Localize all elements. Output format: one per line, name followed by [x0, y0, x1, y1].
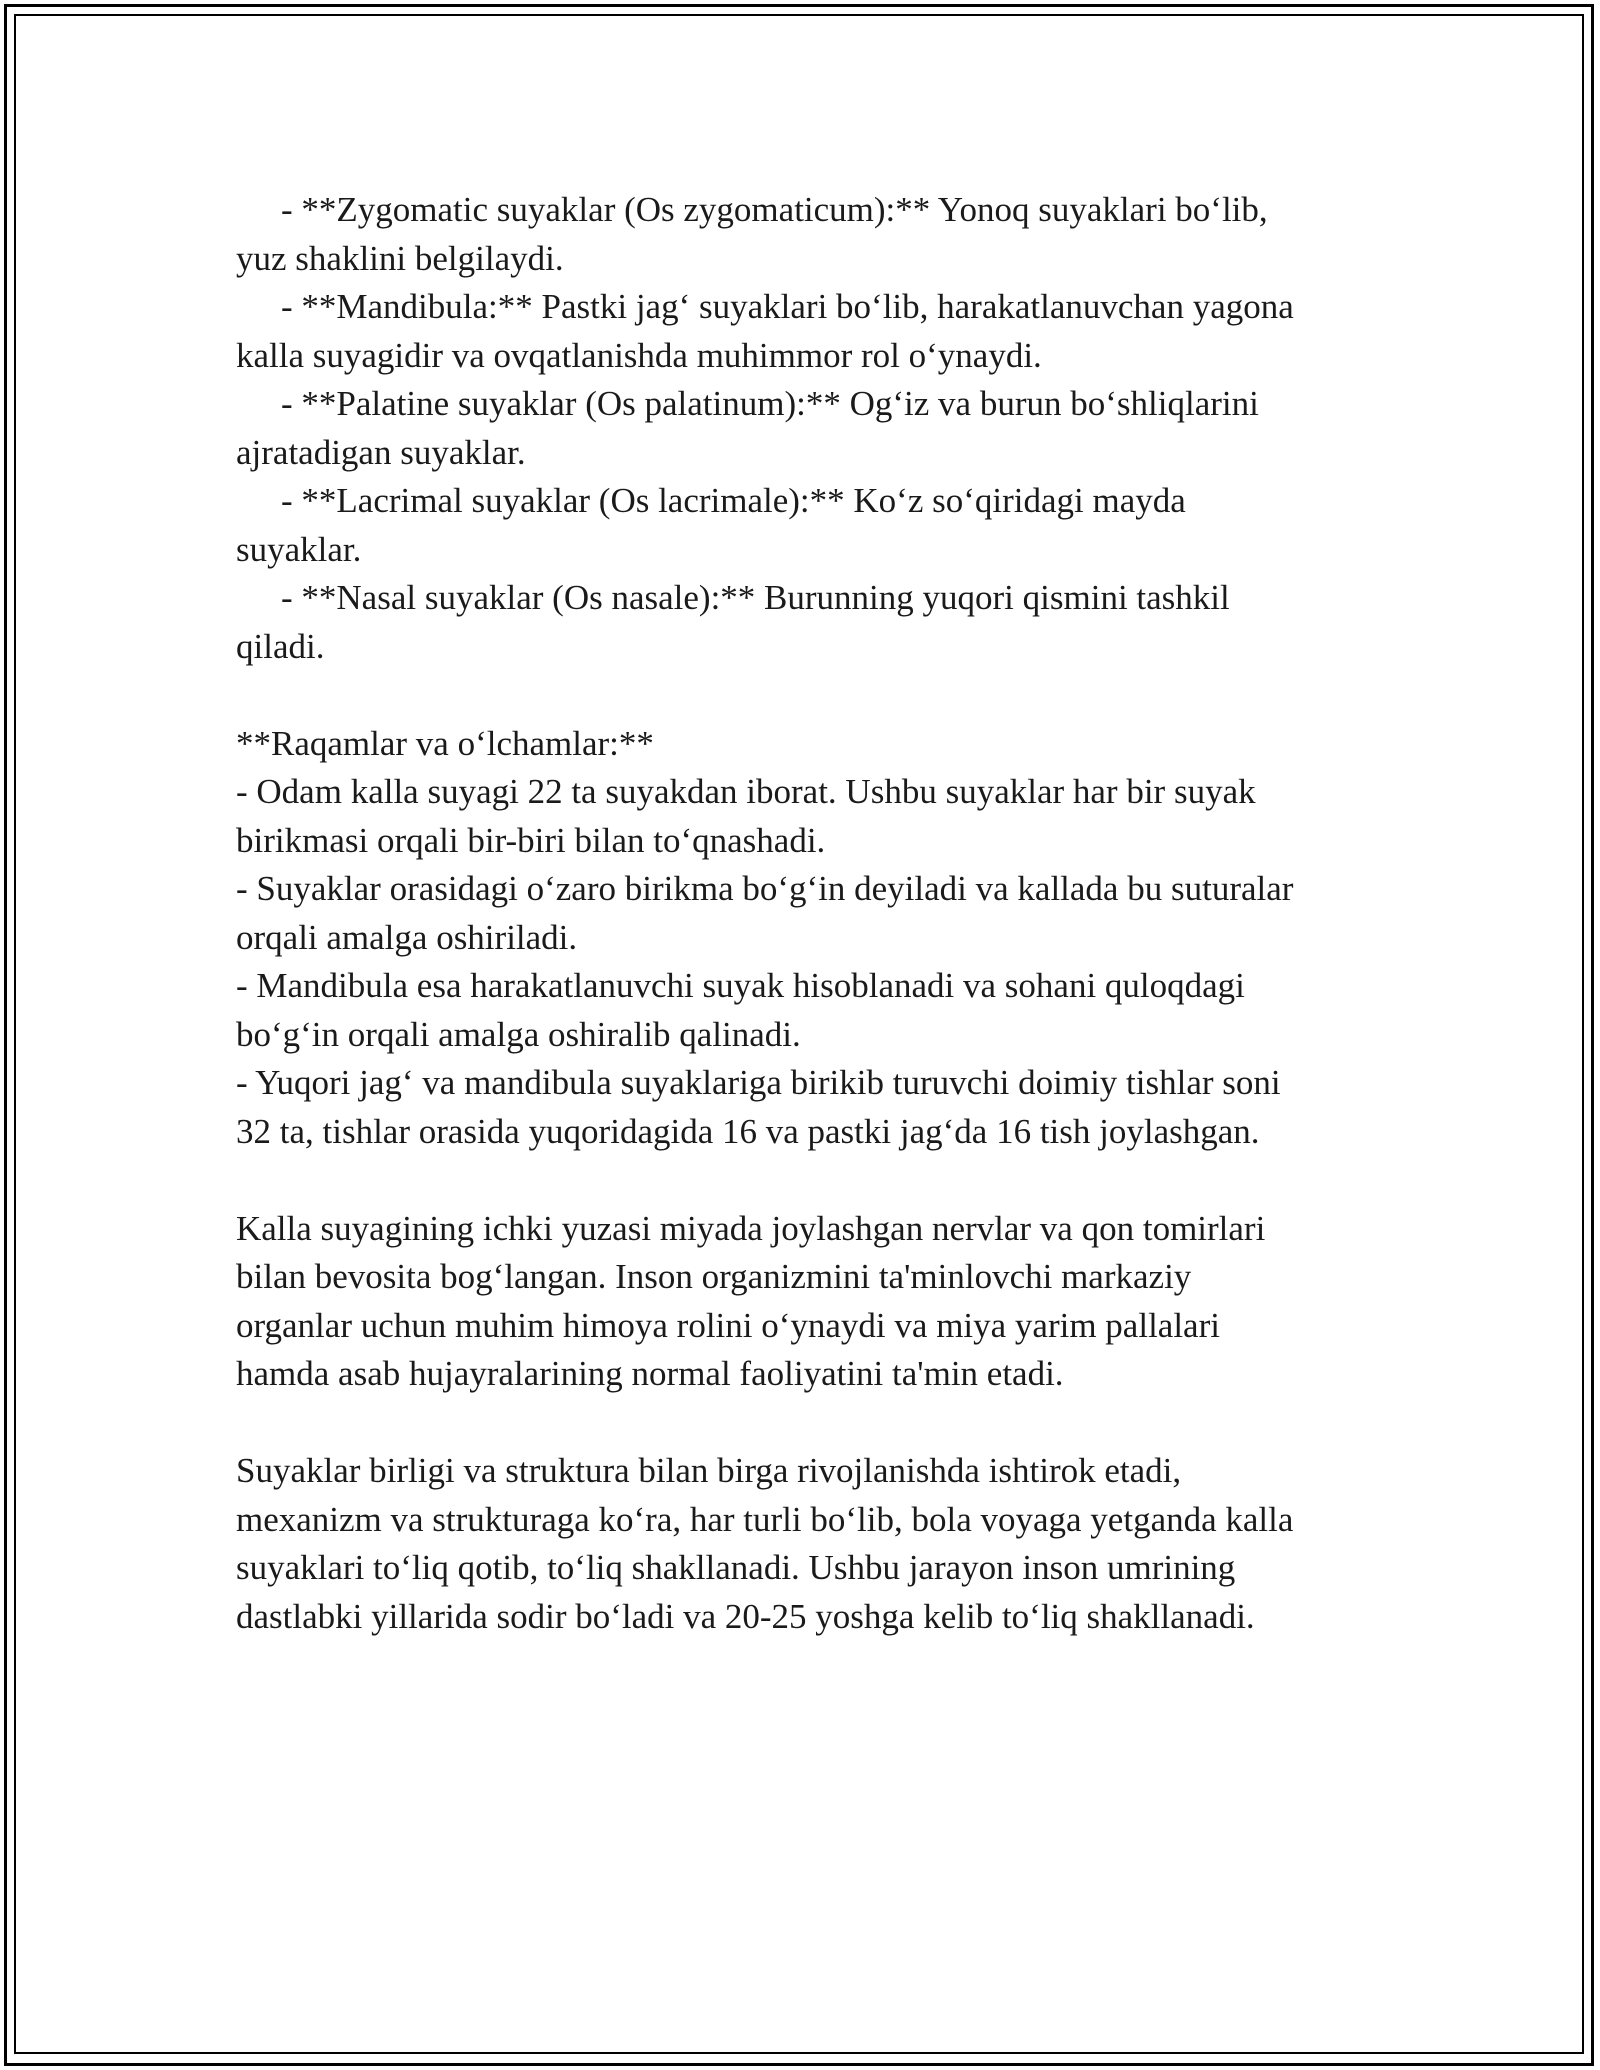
list-item-line: - Mandibula esa harakatlanuvchi suyak hisoblanadi va sohani quloqdagi	[236, 966, 1245, 1005]
paragraph-inner-surface	[236, 1205, 1366, 1399]
list-item	[236, 768, 1366, 865]
list-item-line: qiladi.	[236, 626, 325, 666]
list-item-line: orqali amalga oshiriladi.	[236, 917, 578, 957]
list-item-line: - Suyaklar orasidagi o‘zaro birikma bo‘g‘in deyiladi va kallada bu suturalar	[236, 869, 1294, 908]
list-item-line: yuz shaklini belgilaydi.	[236, 238, 564, 278]
list-item	[236, 283, 1366, 380]
section-heading: **Raqamlar va o‘lchamlar:**	[236, 723, 654, 763]
list-item-line: suyaklar.	[236, 529, 362, 569]
list-item	[236, 477, 1366, 574]
list-item-line: kalla suyagidir va ovqatlanishda muhimmor rol o‘ynaydi.	[236, 335, 1042, 375]
paragraph-line: organlar uchun muhim himoya rolini o‘ynaydi va miya yarim pallalari	[236, 1305, 1220, 1345]
list-item	[236, 380, 1366, 477]
paragraph-gap	[236, 1399, 1366, 1448]
paragraph-line: bilan bevosita bog‘langan. Inson organizmini ta'minlovchi markaziy	[236, 1257, 1192, 1296]
list-item	[236, 865, 1366, 962]
paragraph-gap	[236, 671, 1366, 720]
list-item-line: - Yuqori jag‘ va mandibula suyaklariga birikib turuvchi doimiy tishlar soni	[236, 1063, 1281, 1102]
list-item-line: birikmasi orqali bir-biri bilan to‘qnashadi.	[236, 820, 826, 860]
list-item	[236, 186, 1366, 283]
paragraph-development	[236, 1447, 1366, 1641]
list-item	[236, 1059, 1366, 1156]
document-body	[236, 186, 1366, 1641]
paragraph-line: Suyaklar birligi va struktura bilan birga rivojlanishda ishtirok etadi,	[236, 1451, 1182, 1490]
list-item-line: - Odam kalla suyagi 22 ta suyakdan iborat. Ushbu suyaklar har bir suyak	[236, 772, 1256, 811]
list-item-line: - **Nasal suyaklar (Os nasale):** Burunning yuqori qismini tashkil	[281, 578, 1230, 617]
bones-list	[236, 186, 1366, 671]
list-item	[236, 574, 1366, 671]
numbers-list	[236, 768, 1366, 1156]
paragraph-line: hamda asab hujayralarining normal faoliyatini ta'min etadi.	[236, 1354, 1064, 1393]
list-item-line: - **Zygomatic suyaklar (Os zygomaticum):** Yonoq suyaklari bo‘lib,	[281, 190, 1268, 229]
list-item-line: 32 ta, tishlar orasida yuqoridagida 16 va pastki jag‘da 16 tish joylashgan.	[236, 1111, 1260, 1151]
paragraph-line: mexanizm va strukturaga ko‘ra, har turli bo‘lib, bola voyaga yetganda kalla	[236, 1499, 1294, 1539]
list-item-line: bo‘g‘in orqali amalga oshiralib qalinadi.	[236, 1014, 801, 1054]
list-item-line: ajratadigan suyaklar.	[236, 432, 526, 472]
list-item-line: - **Mandibula:** Pastki jag‘ suyaklari bo‘lib, harakatlanuvchan yagona	[281, 287, 1294, 326]
paragraph-line: Kalla suyagining ichki yuzasi miyada joylashgan nervlar va qon tomirlari	[236, 1208, 1266, 1248]
list-item-line: - **Lacrimal suyaklar (Os lacrimale):** Ko‘z so‘qiridagi mayda	[281, 481, 1186, 520]
paragraph-line: suyaklari to‘liq qotib, to‘liq shakllanadi. Ushbu jarayon inson umrining	[236, 1548, 1236, 1587]
list-item	[236, 962, 1366, 1059]
paragraph-line: dastlabki yillarida sodir bo‘ladi va 20-25 yoshga kelib to‘liq shakllanadi.	[236, 1596, 1255, 1636]
list-item-line: - **Palatine suyaklar (Os palatinum):** Og‘iz va burun bo‘shliqlarini	[281, 384, 1259, 423]
paragraph-gap	[236, 1156, 1366, 1205]
